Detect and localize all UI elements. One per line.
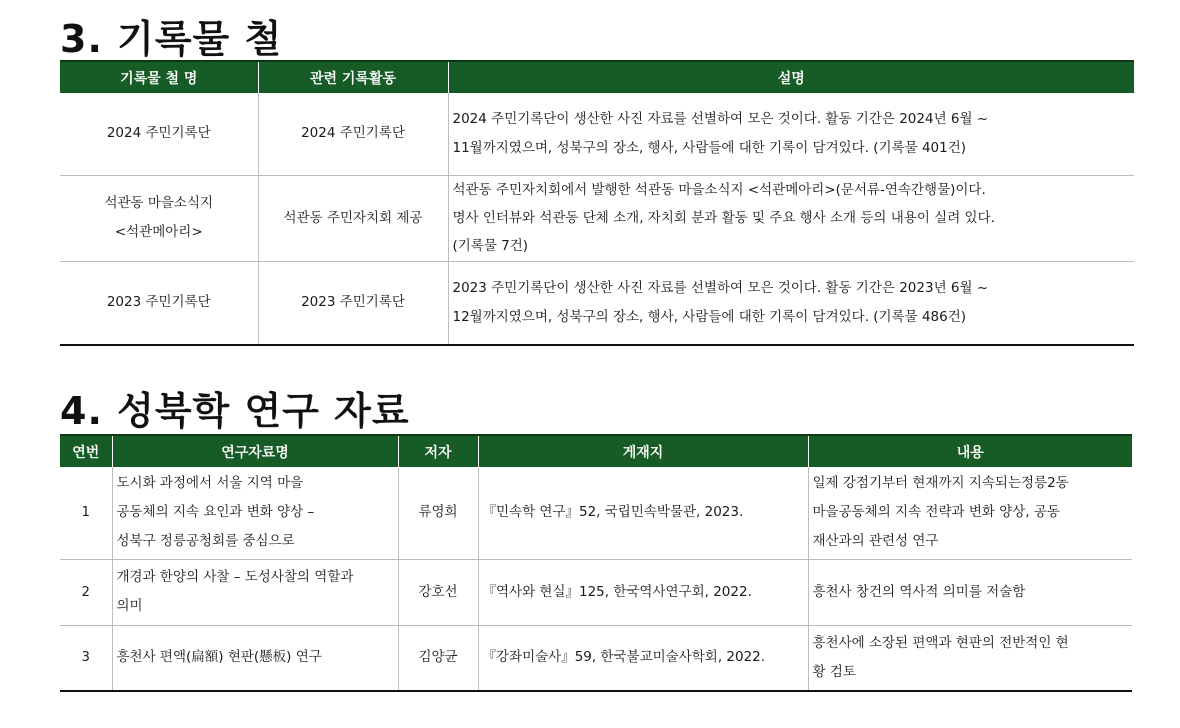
research-content [808,559,1132,625]
title-line: 개경과 한양의 사찰 – 도성사찰의 역할과 [116,569,354,585]
research-author: 강호선 [398,559,478,625]
record-activity: 석관동 주민자치회 제공 [258,175,448,261]
description-line: 11월까지였으며, 성북구의 장소, 행사, 사람들에 대한 기록이 담겨있다. (기록물 401건) [452,139,967,156]
section-3-title: 3. 기록물 철 [60,17,283,61]
row-number: 1 [60,467,112,559]
col-header-activity: 관련 기록활동 [258,61,448,93]
col-header-title: 연구자료명 [112,435,398,467]
research-journal: 『역사와 현실』125, 한국역사연구회, 2022. [478,559,808,625]
research-title [112,467,398,559]
record-name-line: <석관메아리> [114,224,203,240]
record-description [448,175,1134,261]
research-title [112,625,398,691]
record-name: 2023 주민기록단 [106,294,211,311]
title-line: 흥천사 편액(扁額) 현판(懸板) 연구 [116,649,322,666]
title-line: 성북구 정릉공청회를 중심으로 [116,533,295,550]
col-header-author: 저자 [398,435,478,467]
description-line: 12월까지였으며, 성북구의 장소, 행사, 사람들에 대한 기록이 담겨있다. (기록물 486건) [452,308,967,325]
research-content [808,467,1132,559]
section-4-title: 4. 성북학 연구 자료 [60,389,410,433]
record-name: 2024 주민기록단 [60,93,258,175]
col-header-name: 기록물 철 명 [60,61,258,93]
content-line: 흥천사에 소장된 편액과 현판의 전반적인 현 [812,634,1069,651]
record-name-line: 석관동 마을소식지 [104,195,214,211]
table-row [60,175,1134,261]
col-header-journal: 게재지 [478,435,808,467]
research-table [60,434,1132,692]
table-row [60,93,1134,175]
description-line: 2024 주민기록단이 생산한 사진 자료를 선별하여 모은 것이다. 활동 기간은 2024년 6월 ~ [452,110,989,127]
description-line: 석관동 주민자치회에서 발행한 석관동 마을소식지 <석관메아리>(문서류-연속간행물)이다. [452,182,986,198]
description-line: (기록물 7건) [452,238,529,254]
record-activity: 2023 주민기록단 [258,261,448,345]
table-row [60,261,1134,345]
record-description [448,261,1134,345]
research-journal: 『민속학 연구』52, 국립민속박물관, 2023. [478,467,808,559]
records-table [60,60,1134,346]
record-description [448,93,1134,175]
col-header-description: 설명 [448,61,1134,93]
record-activity: 2024 주민기록단 [258,93,448,175]
content-line: 흥천사 창건의 역사적 의미를 저술함 [812,583,1026,600]
research-content [808,625,1132,691]
description-line: 2023 주민기록단이 생산한 사진 자료를 선별하여 모은 것이다. 활동 기간은 2023년 6월 ~ [452,279,989,296]
table-header-row [60,61,1134,93]
content-line: 재산과의 관련성 연구 [812,533,939,550]
row-number: 2 [60,559,112,625]
row-number: 3 [81,650,90,666]
col-header-content: 내용 [808,435,1132,467]
research-author: 류영희 [398,467,478,559]
table-header-row [60,435,1132,467]
content-line: 일제 강점기부터 현재까지 지속되는정릉2동 [812,475,1069,492]
table-row [60,467,1132,559]
title-line: 도시화 과정에서 서울 지역 마을 [116,475,304,492]
research-author: 김양균 [398,625,478,691]
content-line: 마을공동체의 지속 전략과 변화 양상, 공동 [812,504,1060,521]
research-journal: 『강좌미술사』59, 한국불교미술사학회, 2022. [478,625,808,691]
record-name [60,175,258,261]
title-line: 공동체의 지속 요인과 변화 양상 – [116,504,315,521]
col-header-no: 연번 [60,435,112,467]
title-line: 의미 [116,598,143,614]
table-row [60,625,1132,691]
description-line: 명사 인터뷰와 석관동 단체 소개, 자치회 분과 활동 및 주요 행사 소개 등의 내용이 실려 있다. [452,210,995,226]
content-line: 황 검토 [812,663,856,680]
table-row [60,559,1132,625]
research-title [112,559,398,625]
